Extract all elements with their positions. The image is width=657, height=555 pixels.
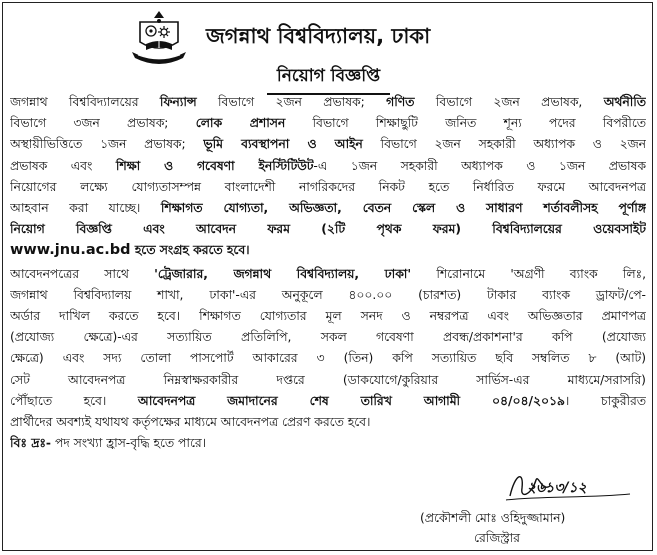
text-line: আবেদনপত্রের সাথে 'ট্রেজারার, জগন্নাথ বিশ্ববিদ্যালয়, ঢাকা' শিরোনামে 'অগ্রণী ব্যাংক লিঃ, [10,266,646,281]
note-text: পদ সংখ্যা হ্রাস-বৃদ্ধি হতে পারে। [51,436,207,451]
paragraph-2 [10,264,646,455]
text-line: জগন্নাথ বিশ্ববিদ্যালয় শাখা, ঢাকা'-এর অনুকূলে ৪০০.০০ (চারশত) টাকার ব্যাংক ড্রাফট/পে- [10,287,646,302]
text-line: সেট আবেদনপত্র নিম্নস্বাক্ষরকারীর দপ্তরে (ডাকযোগে/কুরিয়ার সার্ভিস-এর মাধ্যমে/সরাসরি) [10,372,646,387]
officer-name: (প্রকৌশলী মোঃ ওহিদুজ্জামান) [420,511,566,525]
text-line: নিয়োগ বিজ্ঞপ্তি এবং আবেদন ফরম (২টি পৃথক ফরম) বিশ্ববিদ্যালয়ের ওয়েবসাইট [10,222,646,237]
website-url: www.jnu.ac.bd [10,242,131,259]
deadline: আবেদনপত্র জমাদানের শেষ তারিখ আগামী ০৪/০৪/২০১৯ [137,393,565,408]
paragraph-1 [10,92,646,262]
text-line: www.jnu.ac.bd হতে সংগ্রহ করতে হবে। [10,242,250,259]
text-line: প্রার্থীদের অবশ্যই যথাযথ কর্তৃপক্ষের মাধ্যমে আবেদনপত্র প্রেরণ করতে হবে। [10,415,371,430]
notice-title-text: নিয়োগ বিজ্ঞপ্তি [267,62,390,95]
text-line: পৌঁছাতে হবে। আবেদনপত্র জমাদানের শেষ তারিখ আগামী ০৪/০৪/২০১৯। চাকুরীরত [10,393,646,408]
note-label: বিঃ দ্রঃ- [10,436,52,451]
text-line: জগন্নাথ বিশ্ববিদ্যালয়ের ফিন্যান্স বিভাগে ২জন প্রভাষক; গণিত বিভাগে ২জন প্রভাষক, অর্থনীতি [10,95,646,109]
text-line: প্রভাষক এবং শিক্ষা ও গবেষণা ইনস্টিটিউট-এ ১জন সহকারী অধ্যাপক ও ১জন প্রভাষক [10,158,646,173]
text-line: অর্ডার দাখিল করতে হবে। শিক্ষাগত যোগ্যতার মূল সনদ ও নম্বরপত্র এবং অভিজ্ঞতার প্রমাণপত্র [10,309,646,324]
text-line: বিভাগে ৩জন প্রভাষক; লোক প্রশাসন বিভাগে শিক্ষাছুটি জনিত শূন্য পদের বিপরীতে [10,116,646,131]
text-line: আহবান করা যাচ্ছে। শিক্ষাগত যোগ্যতা, অভিজ্ঞতা, বেতন স্কেল ও সাধারণ শর্তাবলীসহ পূর্ণাঙ্গ [10,201,646,216]
text-line: ক্ষেত্রে) এবং সদ্য তোলা পাসপোর্ট আকারের ৩ (তিন) কপি সত্যায়িত ছবি সম্বলিত ৮ (আট) [10,351,646,366]
text-line: অস্থায়ীভিত্তিতে ১জন প্রভাষক; ভূমি ব্যবস্থাপনা ও আইন বিভাগে ২জন সহকারী অধ্যাপক ও ২জন [10,137,646,152]
officer-role: রেজিস্ট্রার [474,531,520,545]
notice-title [0,62,657,95]
university-logo-icon [128,8,190,66]
text-line: (প্রযোজ্য ক্ষেত্রে)-এর সত্যায়িত প্রতিলিপি, সকল গবেষণা প্রবন্ধ/প্রকাশনা'র কপি (প্রযোজ্য [10,330,646,345]
note-line [10,433,646,454]
signature-number: ২৬১৩/১২ [527,480,587,496]
text-line: নিয়োগের লক্ষ্যে যোগ্যতাসম্পন্ন বাংলাদেশী নাগরিকদের নিকট হতে নির্ধারিত ফরমে আবেদনপত্র [10,179,646,194]
university-name: জগন্নাথ বিশ্ববিদ্যালয়, ঢাকা [206,24,431,48]
notice-body [10,92,646,454]
notice-header [0,6,657,62]
